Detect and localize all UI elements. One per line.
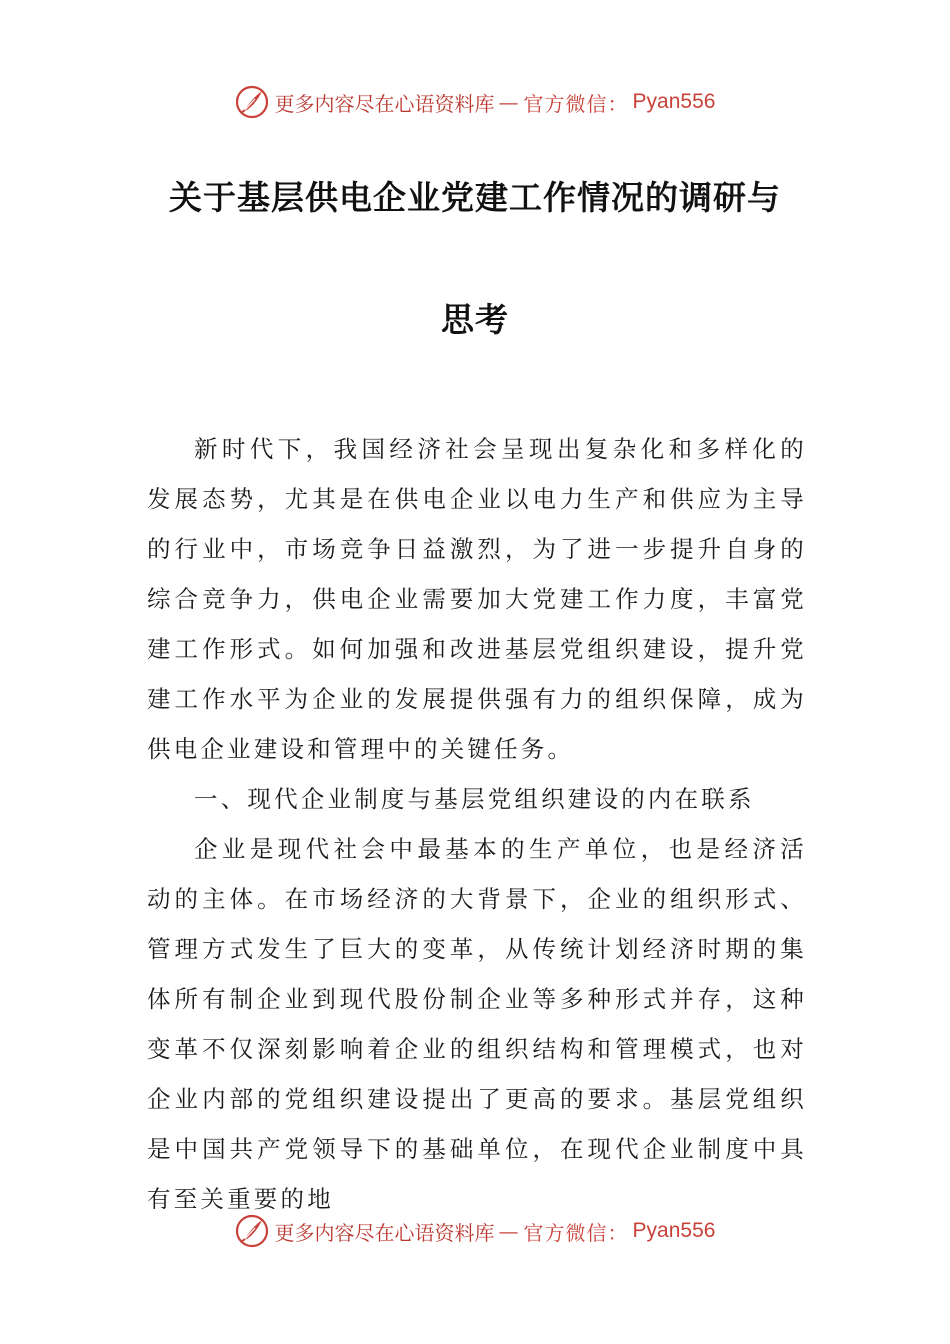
document-title-line-1: 关于基层供电企业党建工作情况的调研与 <box>169 178 781 217</box>
feather-pen-icon <box>235 1214 269 1248</box>
banner-separator: — <box>498 1219 520 1243</box>
wechat-handle: Pyan556 <box>632 1219 716 1242</box>
document-body <box>147 424 807 1224</box>
brand-text: 更多内容尽在心语资料库 <box>274 91 495 116</box>
wechat-handle: Pyan556 <box>632 90 716 113</box>
brand-text: 更多内容尽在心语资料库 <box>274 1220 495 1245</box>
paragraph-intro: 新时代下，我国经济社会呈现出复杂化和多样化的发展态势，尤其是在供电企业以电力生产和供应为主导的行业中，市场竞争日益激烈，为了进一步提升自身的综合竞争力，供电企业需要加大党建工作力度，丰富党建工作形式。如何加强和改进基层党组织建设，提升党建工作水平为企业的发展提供强有力的组织保障，成为供电企业建设和管理中的关键任务。 <box>147 435 807 763</box>
section-heading: 一、现代企业制度与基层党组织建设的内在联系 <box>194 785 755 813</box>
wechat-label: 官方微信： <box>523 91 629 116</box>
paragraph-section-1: 企业是现代社会中最基本的生产单位，也是经济活动的主体。在市场经济的大背景下，企业的组织形式、管理方式发生了巨大的变革，从传统计划经济时期的集体所有制企业到现代股份制企业等多种形式并存，这种变革不仅深刻影响着企业的组织结构和管理模式，也对企业内部的党组织建设提出了更高的要求。基层党组织是中国共产党领导下的基础单位，在现代企业制度中具有至关重要的地 <box>147 835 807 1213</box>
feather-pen-icon <box>235 85 269 119</box>
document-title-line-2: 思考 <box>441 300 509 339</box>
footer-banner <box>0 1211 950 1251</box>
wechat-label: 官方微信： <box>523 1220 629 1245</box>
banner-separator: — <box>498 90 520 114</box>
header-banner <box>0 82 950 122</box>
